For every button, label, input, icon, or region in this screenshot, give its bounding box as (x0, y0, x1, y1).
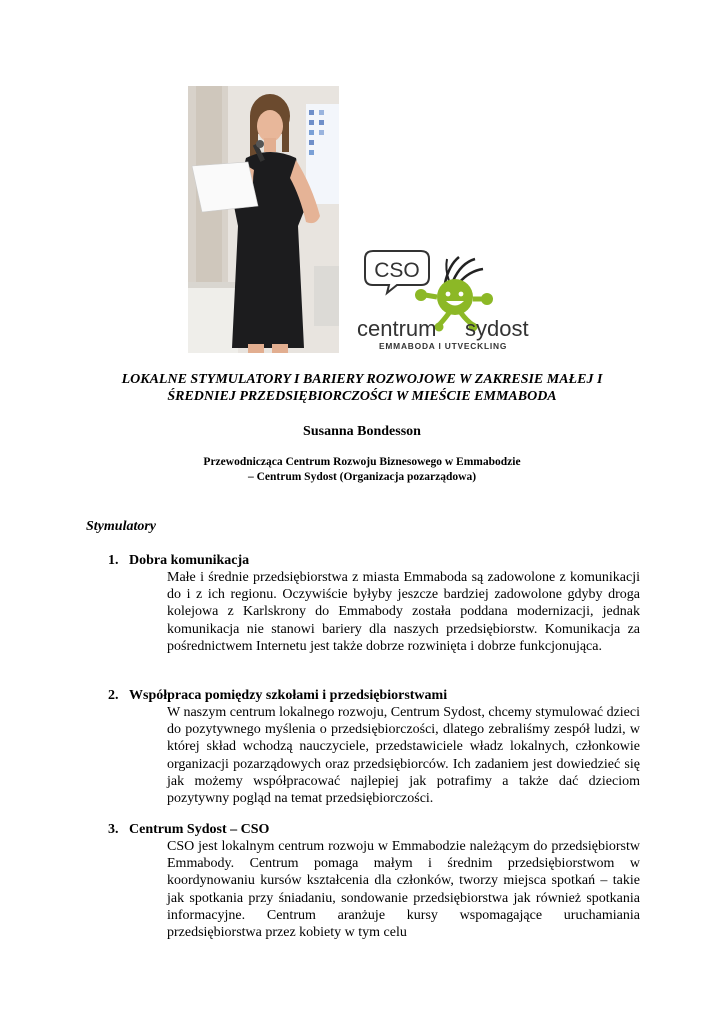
logo-word-centrum: centrum (357, 316, 437, 341)
author-name: Susanna Bondesson (303, 424, 421, 439)
document-title (60, 371, 664, 405)
list-item-heading (108, 821, 640, 838)
affiliation-line-1: Przewodnicząca Centrum Rozwoju Biznesowego w Emmabodzie (203, 456, 521, 468)
list-item-body: W naszym centrum lokalnego rozwoju, Centrum Sydost, chcemy stymulować dzieci do pozytywnego myślenia o przedsiębiorczości, dlatego zebraliśmy zespół ludzi, w której skład wchodzą nauczyciele, przedstawiciele władz lokalnych, członkowie organizacji pozarządowych oraz przedsiębiorców. Ich zadaniem jest dowiedzieć się jak możemy współpracować najlepiej jak potrafimy a także dać dzieciom pozytywny pogląd na temat przedsiębiorczości. (167, 705, 640, 807)
affiliation-line-2: – Centrum Sydost (Organizacja pozarządowa) (247, 471, 477, 483)
centrum-sydost-logo (357, 247, 537, 353)
title-line-2: ŚREDNIEJ PRZEDSIĘBIORCZOŚCI W MIEŚCIE EMMABODA (167, 389, 557, 404)
list-item-body: Małe i średnie przedsiębiorstwa z miasta Emmaboda są zadowolone z komunikacji do i z ich regionu. Oczywiście byłyby jeszcze bardziej zadowolone gdyby droga kolejowa z Karlskrony do Emmabody została poddana modernizacji, jednak komunikacja nie stanowi bariery dla naszych przedsiębiorstw. Komunikacja za pośrednictwem Internetu jest także dobrze rozwinięta i dobrze funkcjonująca. (167, 570, 640, 654)
list-item-title: Centrum Sydost – CSO (129, 822, 270, 837)
list-item-body: CSO jest lokalnym centrum rozwoju w Emmabodzie należącym do przedsiębiorstw Emmabody. Centrum pomaga małym i średnim przedsiębiorstwom w koordynowaniu kursów kształcenia dla członków, tworzy miejsca spotkań – takie jak spotkania przy śniadaniu, sondowanie przedsiębiorstwa jak również spotkania informacyjne. Centrum aranżuje kursy wspomagające uruchamiania przedsiębiorstwa przez kobiety w tym celu (167, 839, 640, 941)
list-item-heading (108, 552, 640, 569)
title-line-1: LOKALNE STYMULATORY I BARIERY ROZWOJOWE W ZAKRESIE MAŁEJ I (121, 372, 603, 387)
list-item (108, 687, 640, 807)
logo-badge-text: CSO (374, 259, 420, 282)
speaker-photo (188, 86, 339, 353)
list-item (108, 821, 640, 941)
logo-tagline: EMMABODA I UTVECKLING (379, 341, 508, 351)
list-item-title: Dobra komunikacja (129, 553, 250, 568)
list-item-title: Współpraca pomiędzy szkołami i przedsiębiorstwami (129, 688, 448, 703)
list-item-number: 3. (108, 822, 119, 837)
list-item-number: 1. (108, 553, 119, 568)
author-affiliation (60, 455, 664, 485)
list-item-number: 2. (108, 688, 119, 703)
section-heading: Stymulatory (86, 519, 157, 534)
list-item-heading (108, 687, 640, 704)
logo-word-sydost: sydost (465, 316, 529, 341)
list-item (108, 552, 640, 655)
